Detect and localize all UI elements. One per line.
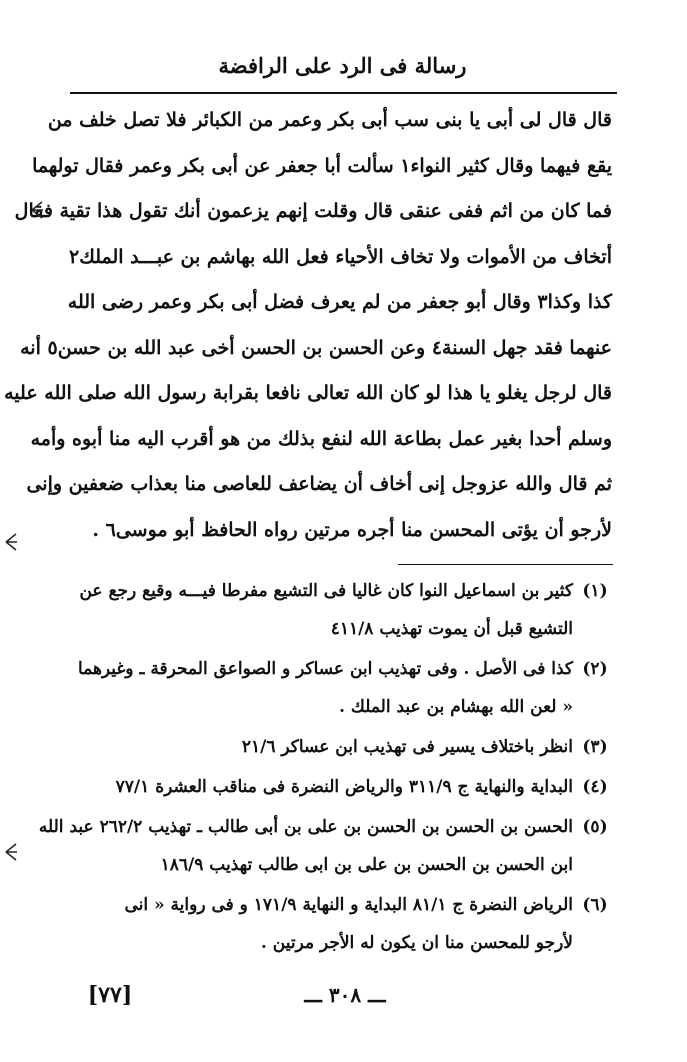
footnote-line: انظر باختلاف يسير فى تهذيب ابن عساكر ٢١/٦ bbox=[241, 737, 573, 757]
body-line: أتخاف من الأموات ولا تخاف الأحياء فعل الله بهاشم بن عبـــد الملك٢ bbox=[68, 245, 612, 268]
footnote-line: الرياض النضرة ج ٨١/١ البداية و النهاية ١٧١/٩ و فى رواية « انى bbox=[124, 895, 573, 915]
body-line: وسلم أحدا بغير عمل بطاعة الله لنفع بذلك من هو أقرب اليه منا أبوه وأمه bbox=[30, 427, 612, 450]
footnote-line: « لعن الله بهشام بن عبد الملك . bbox=[339, 697, 573, 717]
footnote-line: كثير بن اسماعيل النوا كان غاليا فى التشيع مفرطا فيـــه وقيع رجع عن bbox=[79, 581, 573, 601]
original-page-reference: [٧٧] bbox=[87, 982, 133, 1008]
body-line: قال قال لى أبى يا بنى سب أبى بكر وعمر من الكبائر فلا تصل خلف من bbox=[47, 109, 612, 131]
footnote-3 bbox=[68, 728, 615, 766]
margin-mark-icon bbox=[30, 198, 44, 222]
footnote-2 bbox=[68, 650, 615, 726]
footnote-line: لأرجو للمحسن منا ان يكون له الأجر مرتين . bbox=[260, 933, 573, 953]
footnote-1 bbox=[68, 572, 615, 648]
footnote-4 bbox=[68, 768, 615, 806]
footnote-number: (١) bbox=[582, 581, 608, 601]
body-line: كذا وكذا٣ وقال أبو جعفر من لم يعرف فضل أبى بكر وعمر رضى الله bbox=[67, 291, 612, 313]
footnote-separator bbox=[398, 564, 613, 565]
body-line: قال لرجل يغلو يا هذا لو كان الله تعالى نافعا بقرابة رسول الله صلى الله عليه bbox=[4, 382, 612, 404]
footnotes bbox=[38, 572, 615, 964]
footnote-number: (٤) bbox=[582, 777, 608, 797]
footnote-line: كذا فى الأصل . وفى تهذيب ابن عساكر و الصواعق المحرقة ـ وغيرهما bbox=[77, 659, 573, 679]
page-number: ـــ ٣٠٨ ـــ bbox=[304, 983, 386, 1007]
footnote-5 bbox=[38, 808, 615, 884]
footnote-line: ابن الحسن بن الحسن بن على بن ابى طالب تهذيب ١٨٦/٩ bbox=[160, 855, 573, 875]
body-line: يقع فيهما وقال كثير النواء١ سألت أبا جعفر عن أبى بكر وعمر فقال تولهما bbox=[32, 154, 612, 177]
footnote-number: (٣) bbox=[582, 737, 608, 757]
footnote-line: التشيع قبل أن يموت تهذيب ٤١١/٨ bbox=[330, 619, 573, 639]
body-line: فما كان من اثم ففى عنقى قال وقلت إنهم يزعمون أنك تقول هذا تقية فقال bbox=[14, 200, 612, 222]
margin-mark-icon bbox=[4, 530, 18, 554]
body-line: لأرجو أن يؤتى المحسن منا أجره مرتين رواه الحافظ أبو موسى٦ . bbox=[92, 518, 612, 541]
margin-mark-icon bbox=[4, 840, 18, 864]
footnote-number: (٢) bbox=[582, 659, 608, 679]
footnote-line: الحسن بن الحسن بن الحسن بن على بن أبى طالب ـ تهذيب ٢٦٢/٢ عبد الله bbox=[38, 817, 573, 837]
main-text bbox=[4, 98, 612, 553]
footnote-number: (٥) bbox=[582, 817, 608, 837]
footnote-number: (٦) bbox=[582, 895, 608, 915]
body-line: ثم قال والله عزوجل إنى أخاف أن يضاعف للعاصى منا بعذاب ضعفين وإنى bbox=[26, 473, 612, 495]
footnote-6 bbox=[68, 886, 615, 962]
running-header: رسالة فى الرد على الرافضة bbox=[218, 53, 467, 78]
body-line: عنهما فقد جهل السنة٤ وعن الحسن بن الحسن أخى عبد الله بن حسن٥ أنه bbox=[20, 336, 612, 359]
footnote-line: البداية والنهاية ج ٣١١/٩ والرياض النضرة فى مناقب العشرة ٧٧/١ bbox=[115, 777, 573, 797]
header-rule bbox=[70, 92, 617, 94]
